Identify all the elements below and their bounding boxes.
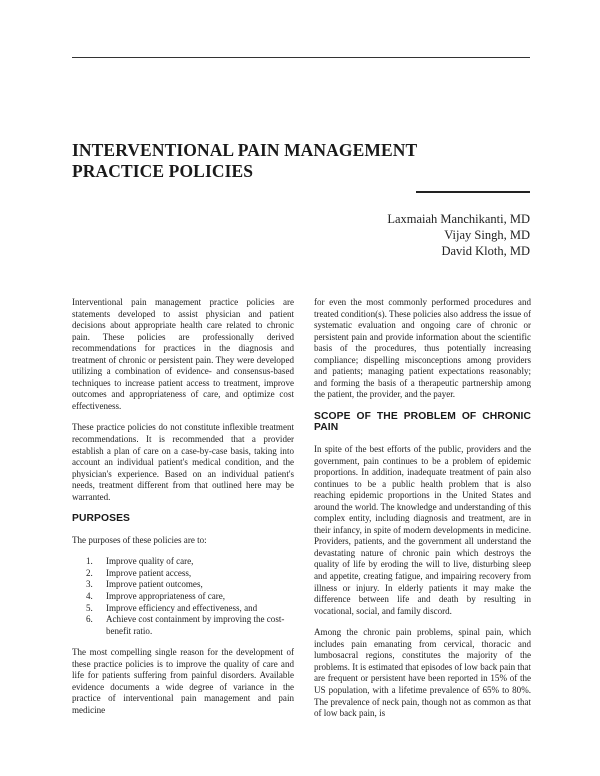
continued-paragraph: for even the most commonly performed procedures and treated condition(s). These policies also address the issue of systematic evaluation and ongoing care of chronic or persistent pain and provide information about the scientific basis of the procedures, thus potentially increasing compliance; dispelling misconceptions among providers and patients; managing patient expectations reasonably; and forming the basis of a therapeutic partnership among the patient, the provider, and the payer. [314, 297, 531, 400]
scope-heading: SCOPE OF THE PROBLEM OF CHRONIC PAIN [314, 410, 531, 434]
intro-paragraph-1: Interventional pain management practice policies are statements developed to assist physician and patient decisions about appropriate health care related to chronic pain. These policies are professionally derived recommendations for practices in the diagnosis and treatment of chronic or persistent pain. They were developed utilizing a combination of evidence- and consensus-based techniques to increase patient access to treatment, improve outcomes and appropriateness of care, and optimize cost effectiveness. [72, 297, 294, 411]
purposes-heading: PURPOSES [72, 513, 131, 525]
list-text: Improve patient outcomes, [106, 579, 203, 590]
top-rule [72, 57, 530, 58]
list-item [72, 568, 294, 580]
title-line-2: PRACTICE POLICIES [72, 161, 254, 181]
purposes-paragraph: The most compelling single reason for the development of these practice policies is to improve the quality of care and life for patients suffering from painful disorders. Available evidence documents a wide degree of variance in the practice of interventional pain management and pain medicine [72, 647, 294, 715]
list-number: 3. [86, 579, 93, 590]
scope-paragraph-2: Among the chronic pain problems, spinal pain, which includes pain emanating from cervical, thoracic and lumbosacral regions, constitutes the majority of the problems. It is estimated that episodes of low back pain that are frequent or persistent have been reported in 15% of the US population, with a lifetime prevalence of 65% to 80%. The prevalence of neck pain, though not as common as that of low back pain, is [314, 627, 531, 719]
list-text: Improve appropriateness of care, [106, 591, 226, 602]
author: Vijay Singh, MD [444, 228, 530, 242]
list-number: 1. [86, 556, 93, 567]
list-text: Improve patient access, [106, 567, 192, 578]
purposes-list [72, 556, 294, 637]
list-number: 2. [86, 567, 93, 578]
list-number: 5. [86, 602, 93, 613]
list-item [72, 603, 294, 615]
list-text: Achieve cost containment by improving the cost-benefit ratio. [106, 614, 285, 636]
author: David Kloth, MD [441, 244, 530, 258]
intro-paragraph-2: These practice policies do not constitute inflexible treatment recommendations. It is recommended that a provider establish a plan of care on a case-by-case basis, taking into account an individual patient's medical condition, and the physician's experience. Based on an individual patient's needs, treatment different from that outlined here may be warranted. [72, 422, 294, 502]
list-text: Improve quality of care, [106, 556, 194, 567]
list-item [72, 591, 294, 603]
list-item [72, 556, 294, 568]
author: Laxmaiah Manchikanti, MD [387, 212, 530, 226]
left-column [72, 297, 294, 717]
article-title [72, 140, 512, 182]
list-text: Improve efficiency and effectiveness, and [106, 602, 258, 613]
right-column [314, 297, 531, 720]
list-item [72, 614, 294, 637]
list-number: 6. [86, 614, 93, 625]
list-number: 4. [86, 591, 93, 602]
scope-paragraph-1: In spite of the best efforts of the public, providers and the government, pain continues to be a problem of epidemic proportions. In addition, inadequate treatment of pain also continues to be a public health problem that is also reaching epidemic proportions in the United States and around the world. The knowledge and understanding of this complex entity, including diagnosis and treatment, are in their infancy, in spite of modern developments in medicine. Providers, patients, and the government all understand the devastating nature of chronic pain which destroys the quality of life by eroding the will to live, disturbing sleep and appetite, creating fatigue, and impairing recovery from illness or injury. In elderly patients it may make the difference between life and death by resulting in vocational, social, and family discord. [314, 444, 531, 616]
author-rule [416, 191, 530, 193]
title-line-1: INTERVENTIONAL PAIN MANAGEMENT [72, 140, 418, 160]
author-list [387, 211, 530, 259]
purposes-intro: The purposes of these policies are to: [72, 534, 207, 545]
list-item [72, 579, 294, 591]
